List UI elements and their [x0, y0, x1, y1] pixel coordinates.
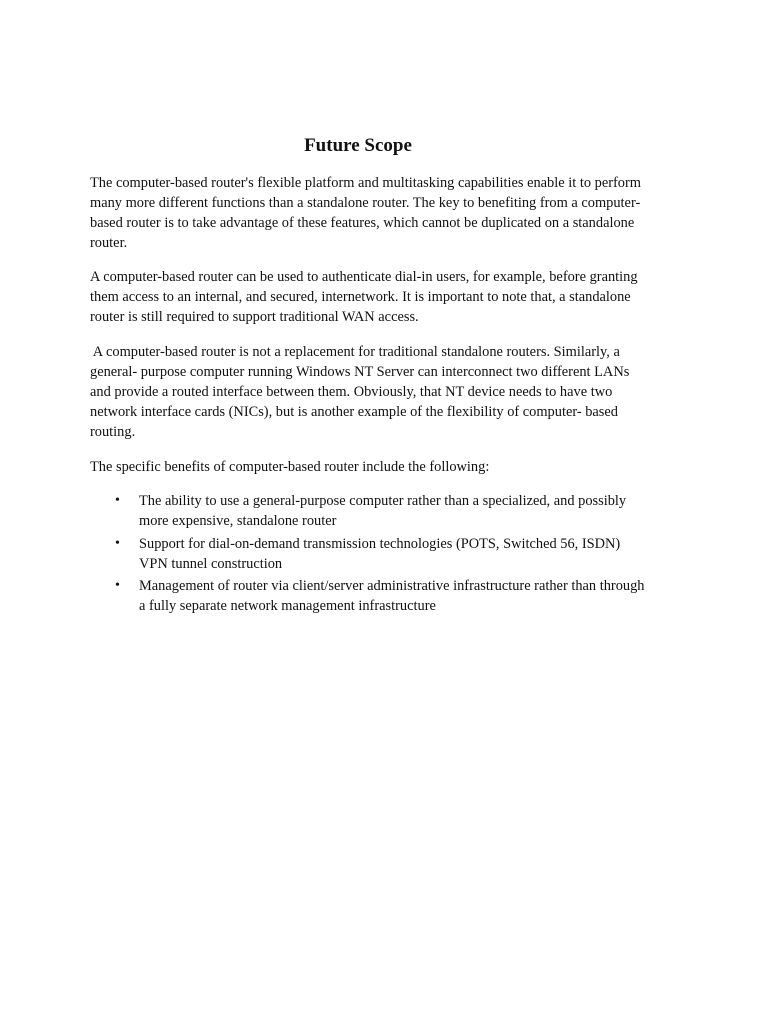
list-item-line: a fully separate network management infrastructure — [139, 598, 436, 614]
list-item-line: Support for dial-on-demand transmission technologies (POTS, Switched 56, ISDN) — [139, 536, 621, 552]
paragraph-line: A computer-based router can be used to authenticate dial-in users, for example, before granting — [90, 269, 638, 285]
paragraph-line: them access to an internal, and secured, internetwork. It is important to note that, a standalone — [90, 289, 631, 305]
bullet-icon: • — [115, 578, 120, 593]
list-item-line: Management of router via client/server administrative infrastructure rather than through — [139, 578, 645, 594]
paragraph-line: A computer-based router is not a replacement for traditional standalone routers. Similarly, a — [90, 344, 620, 360]
paragraph-line: router is still required to support traditional WAN access. — [90, 309, 419, 325]
paragraph-line: The specific benefits of computer-based router include the following: — [90, 459, 490, 475]
paragraph-line: general- purpose computer running Windows NT Server can interconnect two different LANs — [90, 364, 630, 380]
paragraph-line: network interface cards (NICs), but is another example of the flexibility of computer- based — [90, 404, 618, 420]
list-item-line: VPN tunnel construction — [139, 556, 283, 572]
page-title: Future Scope — [304, 135, 412, 156]
paragraph-line: and provide a routed interface between them. Obviously, that NT device needs to have two — [90, 384, 613, 400]
bullet-icon: • — [115, 493, 120, 508]
list-item-line: The ability to use a general-purpose computer rather than a specialized, and possibly — [139, 493, 627, 509]
paragraph-line: many more different functions than a standalone router. The key to benefiting from a computer- — [90, 195, 641, 211]
paragraph-line: routing. — [90, 424, 136, 440]
paragraph-line: based router is to take advantage of these features, which cannot be duplicated on a standalone — [90, 215, 635, 231]
bullet-icon: • — [115, 536, 120, 551]
list-item-line: more expensive, standalone router — [139, 513, 337, 529]
paragraph-line: The computer-based router's flexible platform and multitasking capabilities enable it to perform — [90, 175, 641, 191]
paragraph-line: router. — [90, 235, 128, 251]
